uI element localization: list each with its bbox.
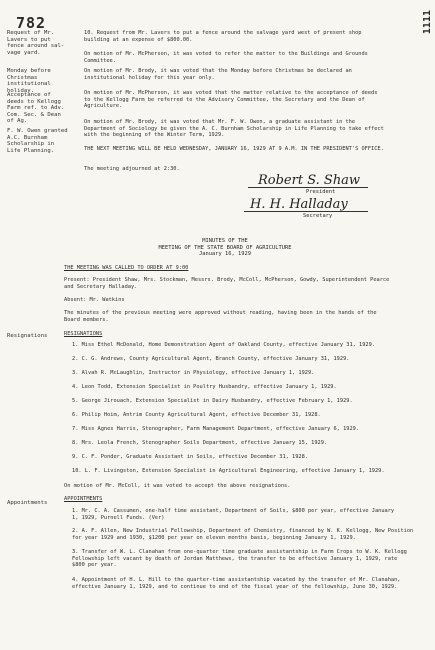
president-label: President — [306, 189, 336, 195]
approval-note: The minutes of the previous meeting were approved without reading, having been in the hands of the Board members. — [64, 310, 377, 323]
appointments-margin-label: Appointments — [7, 500, 48, 506]
secretary-signature-line — [244, 211, 368, 212]
motion-refer-fence: On motion of Mr. McPherson, it was voted to refer the matter to the Buildings and Grounds Committee. — [84, 51, 368, 64]
resignations-heading: RESIGNATIONS — [64, 331, 103, 337]
resignations-motion: On motion of Mr. McColl, it was voted to accept the above resignations. — [64, 483, 291, 489]
resignation-item: 9. C. F. Ponder, Graduate Assistant in Soils, effective December 31, 1928. — [72, 454, 308, 460]
resignation-item: 6. Philip Hoim, Antrim County Agricultural Agent, effective December 31, 1928. — [72, 412, 321, 418]
resignation-item: 3. Alvah R. McLaughlin, Instructor in Physiology, effective January 1, 1929. — [72, 370, 315, 376]
motion-holiday: On motion of Mr. Brody, it was voted that the Monday before Christmas be declared an institutional holiday for this year only. — [84, 68, 352, 81]
call-to-order: THE MEETING WAS CALLED TO ORDER AT 9:00 — [64, 265, 189, 271]
secretary-label: Secretary — [303, 213, 333, 219]
resignation-item: 8. Mrs. Leola French, Stenographer Soils Department, effective January 15, 1929. — [72, 440, 328, 446]
appointment-item: 1. Mr. C. A. Cassumen, one-half time assistant, Department of Soils, $800 per year, effective January 1, 1929, Purnell Funds. (Ver) — [72, 508, 395, 521]
resignation-item: 10. L. F. Livingston, Extension Specialist in Agricultural Engineering, effective January 1, 1929. — [72, 468, 385, 474]
appointment-item: 2. A. F. Allen, New Industrial Fellowship, Department of Chemistry, financed by W. K. Kellogg, New Position for year 1929 and 1930, $1200 per year on eleven months basis, beginning January 1, 1929. — [72, 528, 414, 541]
president-signature-line — [248, 187, 368, 188]
resignation-item: 4. Leon Todd, Extension Specialist in Poultry Husbandry, effective January 1, 1929. — [72, 384, 337, 390]
resignation-item: 5. George Jirouach, Extension Specialist in Dairy Husbandry, effective February 1, 1929. — [72, 398, 353, 404]
adjourned-note: The meeting adjourned at 2:30. — [84, 166, 180, 172]
secretary-signature: H. H. Halladay — [250, 197, 348, 212]
margin-note-fence: Request of Mr. Lavers to put fence around sal-vage yard. — [7, 30, 65, 56]
resignation-item: 1. Miss Ethel McDonald, Home Demonstration Agent of Oakland County, effective January 31, 1929. — [72, 342, 375, 348]
resignations-margin-label: Resignations — [7, 333, 48, 339]
present-list: Present: President Shaw, Mrs. Stockman, Messrs. Brody, McColl, McPherson, Gowdy, Superintendent Pearce and Secretary Halladay. — [64, 277, 390, 290]
absent-list: Absent: Mr. Watkins — [64, 297, 125, 303]
side-tab: 1111 — [422, 10, 433, 35]
item-text: Request from Mr. Lavers to put a fence around the salvage yard west of present shop building at an expense of $800.00. — [84, 30, 362, 43]
motion-scholarship: On motion of Mr. Brody, it was voted that Mr. F. W. Owen, a graduate assistant in the Department of Sociology be given the A. C. Burnham Scholarship in Life Planning to take effect with the beginning of the Winter Term, 1929. — [84, 119, 384, 138]
next-meeting-notice: THE NEXT MEETING WILL BE HELD WEDNESDAY, JANUARY 16, 1929 AT 9 A.M. IN THE PRESIDENT'S OFFICE. — [84, 146, 384, 152]
item-number: 10. — [84, 30, 94, 36]
minutes-title — [60, 238, 390, 258]
resignation-item: 2. C. G. Andrews, County Agricultural Agent, Branch County, effective January 31, 1929. — [72, 356, 350, 362]
margin-note-deeds: Acceptance of deeds to Kellogg Farm ref. to Adv. Com. Sec. & Dean of Ag. — [7, 92, 65, 125]
president-signature: Robert S. Shaw — [258, 173, 361, 188]
page-number: 782 — [16, 14, 47, 32]
margin-note-holiday: Monday before Christmas institutional holiday. — [7, 68, 51, 94]
minutes-title-line1: MINUTES OF THE — [202, 238, 248, 244]
appointments-heading: APPOINTMENTS — [64, 496, 103, 502]
minutes-title-line2: MEETING OF THE STATE BOARD OF AGRICULTURE — [158, 244, 292, 251]
resignation-item: 7. Miss Agnes Harris, Stenographer, Farm Management Department, effective January 6, 1929. — [72, 426, 360, 432]
appointment-item: 3. Transfer of W. L. Clanahan from one-quarter time graduate assistantship in Farm Crops to W. K. Kellogg Fellowship left vacant by death of Jordan Matthews, the transfer to be effective January 1, 1929, rate $800 per year. — [72, 549, 407, 568]
minutes-title-date: January 16, 1929 — [199, 251, 251, 257]
margin-note-scholarship: F. W. Owen granted A.C. Burnham Scholarship in Life Planning. — [7, 128, 68, 154]
motion-deeds: On motion of Mr. McPherson, it was voted that the matter relative to the acceptance of deeds to the Kellogg Farm be referred to the Advisory Committee, the Secretary and the Dean of Agriculture. — [84, 90, 378, 109]
minutes-item-10 — [84, 30, 384, 43]
appointment-item: 4. Appointment of H. L. Hill to the quarter-time assistantship vacated by the transfer of Mr. Clanahan, effective January 1, 1929, and to continue to end of the fiscal year of the fellowship, June 30, 1929. — [72, 577, 401, 590]
